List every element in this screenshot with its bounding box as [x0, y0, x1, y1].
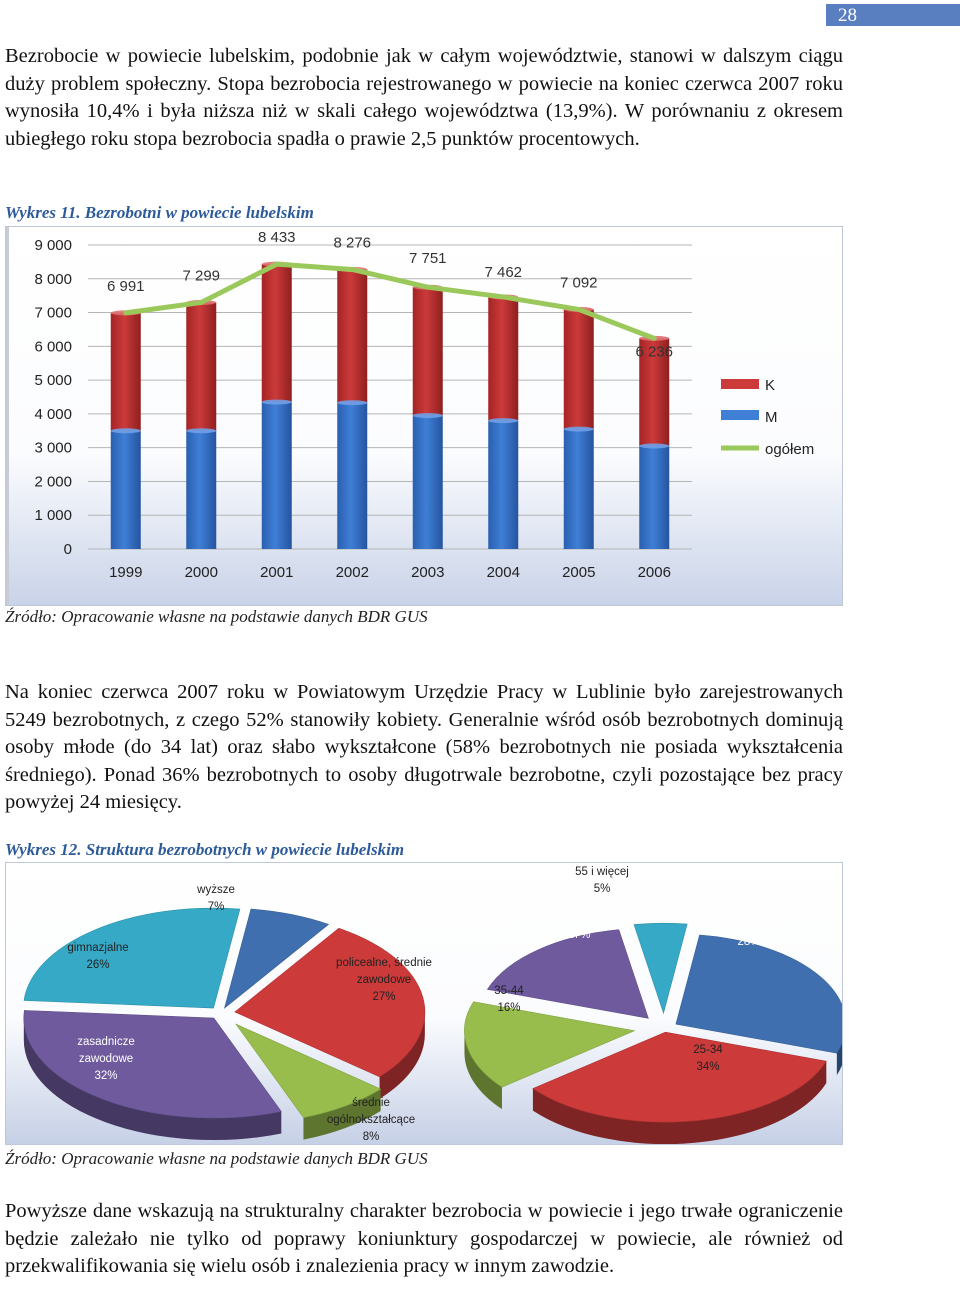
chart1-source: Źródło: Opracowanie własne na podstawie danych BDR GUS: [5, 607, 428, 626]
bar-M-2002: [337, 403, 367, 549]
pie1-label: wyższe: [197, 884, 235, 896]
bar-K-1999: [111, 313, 141, 431]
data-label-total: 6 991: [106, 277, 145, 295]
data-label-total: 7 299: [182, 267, 221, 285]
chart2-source: Źródło: Opracowanie własne na podstawie danych BDR GUS: [5, 1149, 428, 1168]
pie1-pct: 32%: [94, 1070, 118, 1082]
bar-K-2004: [488, 297, 518, 421]
bar-M-2001: [262, 402, 292, 549]
x-tick-label: 2005: [562, 564, 596, 581]
pie1-label: gimnazjalne: [67, 942, 129, 954]
pie1-slice-top: [24, 908, 240, 1008]
data-label-total: 8 276: [333, 234, 372, 252]
pie-charts-container: [5, 862, 843, 1145]
chart-left-edge: [6, 227, 9, 606]
paragraph-registered: Na koniec czerwca 2007 roku w Powiatowym Urzędzie Pracy w Lublinie było zarejestrowanych 5249 bezrobotnych, z czego 52% stanowiły kobiety. Generalnie wśród osób bezrobotnych dominują osoby młode (do 34 lat) oraz słabo wykształcone (58% bezrobotnych nie posiada wykształcenia średniego). Ponad 36% bezrobotnych to osoby długotrwale bezrobotne, czyli pozostające bez pracy powyżej 24 miesięcy.: [5, 681, 843, 813]
pie1-slice-top: [24, 1010, 281, 1118]
page-number: 28: [826, 4, 960, 26]
pie2-label: 35-44: [494, 985, 524, 997]
bar-K-2005: [564, 309, 594, 429]
bar-M-2006: [639, 446, 669, 549]
pie2-label: 25-34: [693, 1044, 723, 1056]
x-tick-label: 2000: [184, 564, 218, 581]
bar-M-cap: [186, 428, 216, 433]
pie1-pct: 8%: [362, 1131, 380, 1143]
y-tick-label: 6 000: [34, 338, 72, 356]
legend-swatch-M: [721, 410, 759, 420]
y-tick-label: 9 000: [34, 237, 72, 254]
bar-chart: [6, 227, 843, 606]
pie1-label: zasadnicze: [77, 1036, 135, 1048]
legend-swatch-K: [721, 379, 759, 389]
pie2-pct: 5%: [593, 883, 611, 895]
pie2-pct: 34%: [696, 1061, 720, 1073]
y-tick-label: 7 000: [34, 304, 72, 322]
bar-M-2003: [413, 416, 443, 549]
pie2-pct: 28%: [737, 936, 761, 948]
legend-label-M: M: [765, 409, 778, 426]
x-tick-label: 2004: [486, 564, 520, 581]
pie2-label: 24 i mniej: [724, 919, 774, 931]
bar-K-2003: [413, 287, 443, 415]
data-label-total: 7 092: [559, 274, 598, 292]
bar-M-cap: [488, 418, 518, 423]
bar-M-cap: [337, 400, 367, 405]
pie1-slice-4: [24, 908, 240, 1008]
y-tick-label: 3 000: [34, 439, 72, 457]
pie1-label: zawodowe: [78, 1053, 134, 1065]
pie1-label: policealne, średnie: [336, 957, 432, 969]
legend-label-total: ogółem: [765, 441, 815, 458]
data-label-total: 8 433: [257, 229, 296, 247]
paragraph-intro: Bezrobocie w powiecie lubelskim, podobnie jak w całym województwie, stanowi w dalszym ciągu duży problem społeczny. Stopa bezrobocia rejestrowanego w powiecie na koniec czerwca 2007 roku wynosiła 10,4% i była niższa niż w skali całego województwa (13,9%). W porównaniu z okresem ubiegłego roku stopa bezrobocia spadła o prawie 2,5 punktów procentowych.: [5, 45, 843, 150]
pie2-slice-top: [676, 935, 843, 1053]
pie1-label: średnie: [352, 1097, 390, 1109]
pie1-label: ogólnokształcące: [326, 1114, 416, 1126]
bar-M-cap: [639, 443, 669, 448]
data-label-total: 7 462: [484, 263, 523, 281]
x-tick-label: 1999: [109, 564, 143, 581]
bar-M-2005: [564, 429, 594, 549]
y-tick-label: 0: [63, 541, 72, 558]
pie1-pct: 26%: [86, 959, 110, 971]
bar-chart-container: [5, 226, 843, 606]
pie2-pct: 16%: [497, 1002, 521, 1014]
bar-M-cap: [111, 428, 141, 433]
paragraph-conclusion: Powyższe dane wskazują na strukturalny charakter bezrobocia w powiecie i jego trwałe ograniczenie będzie zależało nie tylko od poprawy koniunktury gospodarczej w powiecie, ale również od przekwalifikowania się wielu osób i znalezienia pracy w innym zawodzie.: [5, 1200, 843, 1277]
y-tick-label: 2 000: [34, 473, 72, 491]
legend-label-K: K: [765, 377, 776, 394]
x-tick-label: 2003: [411, 564, 445, 581]
x-tick-label: 2001: [260, 564, 294, 581]
y-tick-label: 1 000: [34, 507, 72, 525]
bar-M-1999: [111, 431, 141, 549]
y-tick-label: 4 000: [34, 405, 72, 423]
pie-charts: [6, 863, 843, 1145]
y-tick-label: 5 000: [34, 372, 72, 390]
pie2-label: 45-54: [564, 912, 594, 924]
bar-M-cap: [413, 413, 443, 418]
chart1-caption: Wykres 11. Bezrobotni w powiecie lubelskim: [5, 203, 314, 222]
pie2-pct: 17%: [567, 929, 591, 941]
chart2-caption: Wykres 12. Struktura bezrobotnych w powiecie lubelskim: [5, 840, 405, 859]
data-label-total: 6 236: [635, 343, 674, 361]
pie2-label: 55 i więcej: [575, 866, 629, 878]
bar-K-2001: [262, 264, 292, 402]
bar-M-cap: [564, 427, 594, 432]
x-tick-label: 2006: [637, 564, 671, 581]
y-tick-label: 8 000: [34, 270, 72, 288]
bar-M-cap: [262, 400, 292, 405]
pie1-pct: 7%: [207, 901, 225, 913]
bar-M-2004: [488, 421, 518, 549]
x-tick-label: 2002: [335, 564, 369, 581]
bar-M-2000: [186, 431, 216, 549]
data-label-total: 7 751: [408, 250, 447, 268]
bar-K-2002: [337, 269, 367, 402]
pie1-label: zawodowe: [356, 974, 412, 986]
bar-K-2000: [186, 302, 216, 430]
pie1-pct: 27%: [372, 991, 396, 1003]
